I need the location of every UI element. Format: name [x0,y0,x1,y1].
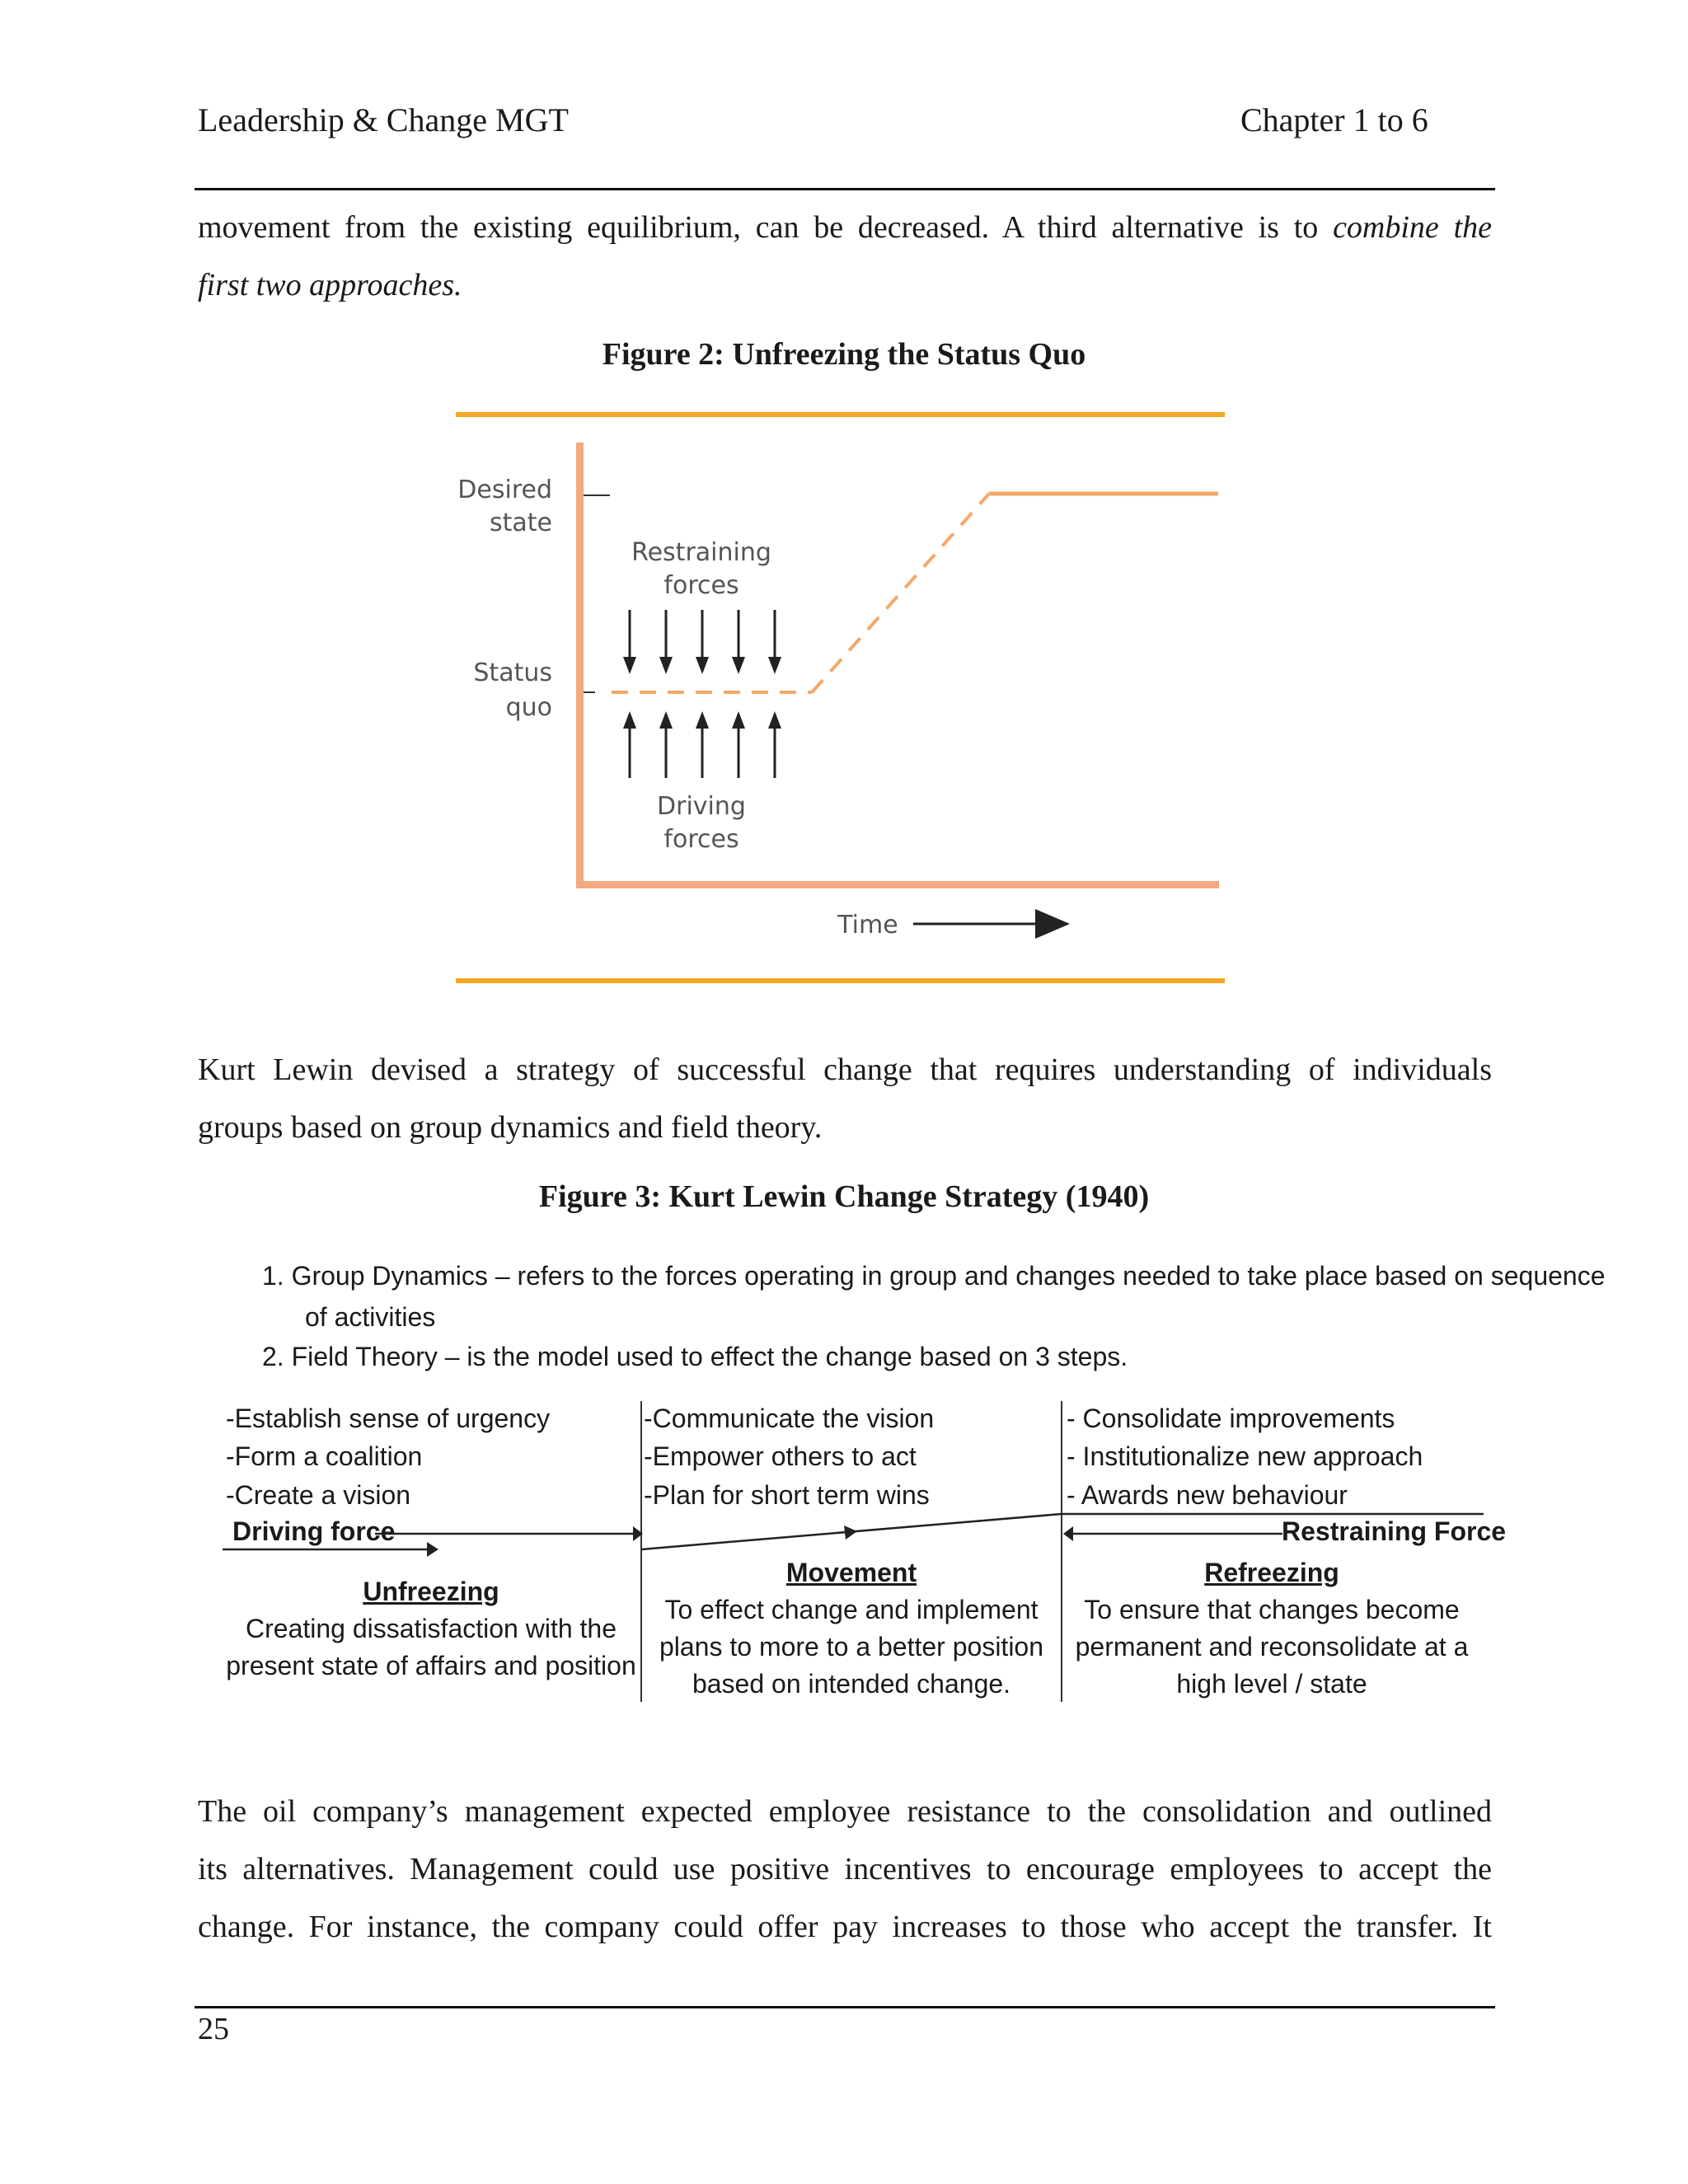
restraining-forces-label-line-1: Restraining [631,538,771,567]
movement-title: Movement [785,1558,917,1587]
paragraph-1-line-1: Kurt Lewin devised a strategy of successful change that requires understanding of individuals [198,1052,1492,1087]
driving-forces-label-line-2: forces [663,825,739,854]
footer-rule [195,2006,1495,2008]
figure-3-caption: Figure 3: Kurt Lewin Change Strategy (1940) [538,1179,1150,1214]
figure-3-list-item-2: 2. Field Theory – is the model used to effect the change based on 3 steps. [262,1342,1128,1371]
unfreezing-description-line-2: present state of affairs and position [226,1651,636,1680]
refreeze-step-3: - Awards new behaviour [1067,1480,1348,1510]
figure-3-list-item-1: 1. Group Dynamics – refers to the forces operating in group and changes needed to take place based on sequence [262,1261,1606,1291]
unfreezing-description-line-1: Creating dissatisfaction with the [246,1614,617,1643]
paragraph-2-line-3: change. For instance, the company could offer pay increases to those who accept the transfer. It [198,1910,1492,1944]
figure-2-caption: Figure 2: Unfreezing the Status Quo [602,337,1086,372]
unfreeze-step-2: -Form a coalition [226,1441,423,1471]
movement-step-1: -Communicate the vision [644,1404,935,1433]
unfreezing-arrow-icon [427,1542,438,1557]
driving-force-label: Driving force [232,1516,396,1546]
intro-line-2-italic: first two approaches. [198,268,462,302]
unfreeze-step-1: -Establish sense of urgency [226,1404,551,1433]
refreezing-description-line-3: high level / state [1176,1669,1367,1699]
paragraph-1-line-2: groups based on group dynamics and field theory. [198,1110,823,1145]
movement-description-line-2: plans to more to a better position [659,1632,1044,1661]
movement-step-2: -Empower others to act [644,1441,917,1471]
page-number: 25 [198,2012,229,2046]
intro-line-1-italic: combine the [1333,210,1492,245]
refreeze-step-1: - Consolidate improvements [1067,1404,1395,1433]
driving-forces-label-line-1: Driving [657,792,746,821]
intro-line-1-text: movement from the existing equilibrium, can be decreased. A third alternative is to [198,210,1334,245]
status-quo-label-line-1: Status [473,658,552,687]
refreeze-step-2: - Institutionalize new approach [1067,1441,1423,1471]
refreezing-description-line-1: To ensure that changes become [1084,1595,1460,1624]
restraining-arrowhead-icon [1063,1526,1073,1541]
movement-step-3: -Plan for short term wins [644,1480,930,1510]
unfreezing-title: Unfreezing [363,1577,499,1606]
running-header-title: Leadership & Change MGT [198,101,569,138]
movement-description-line-3: based on intended change. [692,1669,1011,1699]
desired-state-label-line-2: state [490,509,552,537]
unfreeze-step-3: -Create a vision [226,1480,411,1510]
paragraph-2-line-1: The oil company’s management expected employee resistance to the consolidation and outlined [198,1794,1492,1829]
movement-description-line-1: To effect change and implement [664,1595,1039,1624]
paragraph-oil-company [198,1783,1492,1956]
running-header-chapter: Chapter 1 to 6 [1240,101,1428,138]
refreezing-description-line-2: permanent and reconsolidate at a [1075,1632,1469,1661]
desired-state-label-line-1: Desired [457,476,552,504]
restraining-forces-label-line-2: forces [663,571,739,600]
time-axis-label: Time [837,911,898,940]
restraining-force-label: Restraining Force [1282,1516,1507,1546]
refreezing-title: Refreezing [1204,1558,1339,1587]
paragraph-2-line-2: its alternatives. Management could use positive incentives to encourage employees to accept the [198,1852,1492,1886]
movement-arrow-icon [844,1526,857,1540]
status-quo-label-line-2: quo [505,693,552,722]
figure-3-list-item-1-continued: of activities [305,1302,436,1332]
